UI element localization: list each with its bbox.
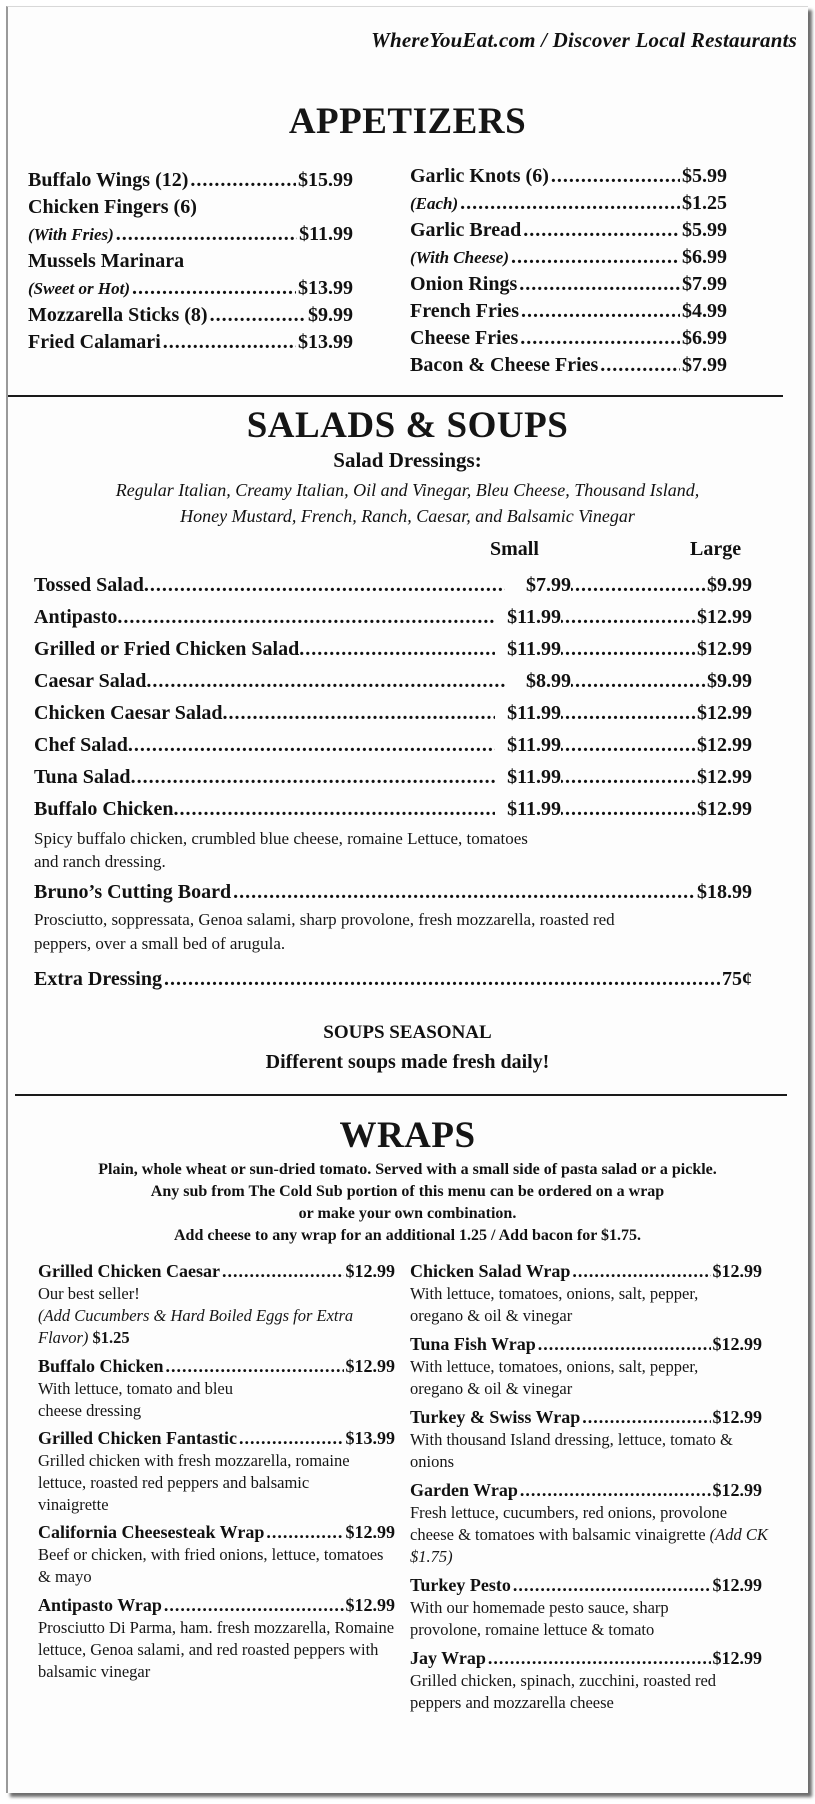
item-name: Tuna Fish Wrap xyxy=(410,1334,536,1354)
wrap-title-row xyxy=(38,1260,395,1283)
menu-item xyxy=(28,303,353,327)
item-name: Garlic Bread xyxy=(410,219,522,241)
buffalo-chicken-description-line2: and ranch dressing. xyxy=(34,852,166,871)
large-price: $12.99 xyxy=(697,702,752,724)
salad-row xyxy=(34,572,752,598)
brunos-description-line2: peppers, over a small bed of arugula. xyxy=(34,934,286,953)
wraps-intro-line4: Add cheese to any wrap for an additional 1.25 / Add bacon for $1.75. xyxy=(173,1227,641,1244)
salad-row xyxy=(34,796,752,822)
leader-dots xyxy=(164,1594,344,1617)
item-name: Chicken Salad Wrap xyxy=(410,1261,571,1281)
description-text: Fresh lettuce, cucumbers, red onions, provolone cheese & tomatoes with balsamic vinaigrette xyxy=(410,1503,728,1544)
section-divider xyxy=(8,395,783,397)
large-price: $9.99 xyxy=(707,670,752,692)
item-name: Buffalo Wings (12) xyxy=(28,169,189,191)
leader-dots xyxy=(561,764,697,790)
item-name: Onion Rings xyxy=(410,273,518,295)
menu-item xyxy=(410,299,727,323)
item-name: Chicken Fingers (6) xyxy=(28,196,197,218)
salad-dressings-title: Salad Dressings: xyxy=(333,448,482,472)
wraps-intro-line3: or make your own combination. xyxy=(298,1205,517,1222)
wrap-item xyxy=(410,1406,762,1473)
item-price: $12.99 xyxy=(345,1261,395,1281)
leader-dots xyxy=(571,668,707,694)
menu-item-extra-dressing xyxy=(34,967,752,991)
wrap-title-row xyxy=(38,1355,395,1378)
small-price: $11.99 xyxy=(507,798,561,820)
salad-row xyxy=(34,764,752,790)
item-price: $13.99 xyxy=(298,331,353,353)
item-name: Garlic Knots (6) xyxy=(410,165,549,187)
menu-item xyxy=(410,353,727,377)
menu-item xyxy=(28,222,353,247)
leader-dots xyxy=(571,572,707,598)
item-description: Grilled chicken, spinach, zucchini, roasted red peppers and mozzarella cheese xyxy=(410,1671,717,1712)
leader-dots xyxy=(460,191,680,215)
item-price: $12.99 xyxy=(345,1595,395,1615)
wrap-item xyxy=(38,1594,395,1683)
item-name: Tuna Salad xyxy=(34,766,131,788)
leader-dots xyxy=(210,303,306,327)
leader-dots xyxy=(222,1260,344,1283)
leader-dots xyxy=(116,222,297,246)
wrap-item xyxy=(410,1647,762,1714)
item-price: $12.99 xyxy=(345,1356,395,1376)
leader-dots xyxy=(164,967,720,991)
soups-seasonal-title: SOUPS SEASONAL xyxy=(323,1022,492,1043)
large-price: $12.99 xyxy=(697,734,752,756)
item-name: Chicken Caesar Salad xyxy=(34,702,223,724)
buffalo-chicken-description-line1: Spicy buffalo chicken, crumbled blue cheese, romaine Lettuce, tomatoes xyxy=(34,829,528,848)
item-description: Beef or chicken, with fried onions, lettuce, tomatoes & mayo xyxy=(38,1545,384,1586)
note-text: (Add CK $1.75) xyxy=(410,1525,768,1566)
salad-row xyxy=(34,732,752,758)
wrap-title-row xyxy=(410,1574,762,1597)
item-price: $5.99 xyxy=(682,219,727,241)
item-price: $12.99 xyxy=(712,1407,762,1427)
wraps-intro-line1: Plain, whole wheat or sun-dried tomato. Served with a small side of pasta salad or a pickle. xyxy=(98,1161,717,1178)
item-name: California Cheesesteak Wrap xyxy=(38,1522,265,1542)
item-name: Mozzarella Sticks (8) xyxy=(28,304,208,326)
leader-dots xyxy=(233,880,695,904)
site-banner: WhereYouEat.com / Discover Local Restaurants xyxy=(371,28,797,52)
item-name: Cheese Fries xyxy=(410,327,519,349)
wrap-item xyxy=(38,1355,395,1422)
wrap-title-row xyxy=(410,1479,762,1502)
wrap-item xyxy=(38,1427,395,1516)
leader-dots xyxy=(117,604,495,630)
brunos-description-line1: Prosciutto, soppressata, Genoa salami, sharp provolone, fresh mozzarella, roasted red xyxy=(34,910,615,929)
item-price: $12.99 xyxy=(712,1575,762,1595)
item-description: Grilled chicken with fresh mozzarella, romaine lettuce, roasted red peppers and balsamic vinaigrette xyxy=(38,1451,350,1514)
soups-note: Different soups made fresh daily! xyxy=(265,1051,550,1073)
item-note xyxy=(38,1305,395,1349)
salad-dressings-list-line1: Regular Italian, Creamy Italian, Oil and Vinegar, Bleu Cheese, Thousand Island, xyxy=(115,480,700,500)
leader-dots xyxy=(239,1427,344,1450)
column-header-small: Small xyxy=(490,538,539,560)
leader-dots xyxy=(132,276,296,300)
item-price: $1.25 xyxy=(682,192,727,214)
item-price: $18.99 xyxy=(697,881,752,903)
item-name: Buffalo Chicken xyxy=(34,798,174,820)
item-description: With lettuce, tomatoes, onions, salt, pepper, oregano & oil & vinegar xyxy=(410,1284,699,1325)
item-name: Mussels Marinara xyxy=(28,250,185,272)
item-name: Caesar Salad xyxy=(34,670,147,692)
large-price: $12.99 xyxy=(697,606,752,628)
menu-item xyxy=(28,330,353,354)
leader-dots xyxy=(223,700,495,726)
menu-item xyxy=(410,191,727,216)
leader-dots xyxy=(561,700,697,726)
item-name: Buffalo Chicken xyxy=(38,1356,164,1376)
item-name: Bruno’s Cutting Board xyxy=(34,881,232,903)
leader-dots xyxy=(572,1260,710,1283)
wrap-item xyxy=(38,1260,395,1349)
item-price: $13.99 xyxy=(298,277,353,299)
menu-item xyxy=(410,164,727,188)
column-header-large: Large xyxy=(690,538,742,560)
leader-dots xyxy=(190,168,296,192)
leader-dots xyxy=(551,164,680,188)
salads-title: SALADS & SOUPS xyxy=(246,405,569,446)
leader-dots xyxy=(561,604,697,630)
item-description xyxy=(410,1502,770,1568)
item-price: $12.99 xyxy=(712,1334,762,1354)
wrap-item xyxy=(410,1574,762,1641)
item-variant: (With Cheese) xyxy=(410,248,510,267)
item-name: Grilled Chicken Caesar xyxy=(38,1261,220,1281)
wrap-title-row xyxy=(38,1427,395,1450)
item-name: Garden Wrap xyxy=(410,1480,518,1500)
wrap-title-row xyxy=(38,1594,395,1617)
leader-dots xyxy=(166,1355,344,1378)
wrap-item xyxy=(410,1260,762,1327)
menu-item xyxy=(28,168,353,192)
wrap-title-row xyxy=(410,1406,762,1429)
salad-row xyxy=(34,700,752,726)
wrap-title-row xyxy=(38,1521,395,1544)
item-price: $5.99 xyxy=(682,165,727,187)
item-description: Our best seller! xyxy=(38,1284,140,1303)
item-price: $9.99 xyxy=(308,304,353,326)
menu-item xyxy=(28,249,353,273)
item-name: Grilled or Fried Chicken Salad xyxy=(34,638,300,660)
leader-dots xyxy=(513,1574,711,1597)
item-name: Tossed Salad xyxy=(34,574,144,596)
leader-dots xyxy=(128,732,495,758)
item-price: $12.99 xyxy=(712,1480,762,1500)
small-price: $7.99 xyxy=(526,574,571,596)
item-description: With our homemade pesto sauce, sharp provolone, romaine lettuce & tomato xyxy=(410,1598,669,1639)
leader-dots xyxy=(561,636,697,662)
item-variant: (Sweet or Hot) xyxy=(28,279,130,298)
leader-dots xyxy=(266,1521,343,1544)
salad-row xyxy=(34,668,752,694)
leader-dots xyxy=(173,796,495,822)
item-price: $13.99 xyxy=(345,1428,395,1448)
item-name: Chef Salad xyxy=(34,734,128,756)
leader-dots xyxy=(511,245,680,269)
leader-dots xyxy=(519,272,680,296)
item-price: $7.99 xyxy=(682,354,727,376)
item-variant: (Each) xyxy=(410,194,459,213)
item-description: With lettuce, tomatoes, onions, salt, pepper, oregano & oil & vinegar xyxy=(410,1357,699,1398)
item-name: Bacon & Cheese Fries xyxy=(410,354,599,376)
menu-item xyxy=(28,276,353,301)
note-price: $1.25 xyxy=(92,1328,130,1347)
item-name: Grilled Chicken Fantastic xyxy=(38,1428,237,1448)
menu-item-brunos-cutting-board xyxy=(34,880,752,904)
item-description: Prosciutto Di Parma, ham. fresh mozzarella, Romaine lettuce, Genoa salami, and red roasted peppers with balsamic vinegar xyxy=(38,1618,395,1681)
leader-dots xyxy=(561,796,697,822)
menu-item xyxy=(410,326,727,350)
item-name: Antipasto Wrap xyxy=(38,1595,162,1615)
menu-item xyxy=(28,195,353,219)
wrap-item xyxy=(38,1521,395,1588)
salad-row xyxy=(34,636,752,662)
item-price: $15.99 xyxy=(298,169,353,191)
salad-row xyxy=(34,604,752,630)
item-price: $11.99 xyxy=(299,223,353,245)
item-variant: (With Fries) xyxy=(28,225,114,244)
item-name: Extra Dressing xyxy=(34,968,162,990)
leader-dots xyxy=(582,1406,710,1429)
leader-dots xyxy=(520,1479,711,1502)
large-price: $12.99 xyxy=(697,638,752,660)
item-name: French Fries xyxy=(410,300,520,322)
salad-dressings-list-line2: Honey Mustard, French, Ranch, Caesar, and Balsamic Vinegar xyxy=(180,506,635,526)
leader-dots xyxy=(146,668,505,694)
small-price: $11.99 xyxy=(507,766,561,788)
item-price: $12.99 xyxy=(712,1648,762,1668)
wrap-title-row xyxy=(410,1333,762,1356)
wrap-item xyxy=(410,1333,762,1400)
large-price: $9.99 xyxy=(707,574,752,596)
leader-dots xyxy=(600,353,680,377)
leader-dots xyxy=(488,1647,711,1670)
small-price: $11.99 xyxy=(507,702,561,724)
menu-item xyxy=(410,272,727,296)
wraps-intro-line2: Any sub from The Cold Sub portion of this menu can be ordered on a wrap xyxy=(150,1183,665,1200)
leader-dots xyxy=(131,764,495,790)
wrap-item xyxy=(410,1479,768,1568)
item-name: Turkey Pesto xyxy=(410,1575,511,1595)
item-name: Turkey & Swiss Wrap xyxy=(410,1407,581,1427)
item-price: $12.99 xyxy=(345,1522,395,1542)
leader-dots xyxy=(523,218,680,242)
wrap-title-row xyxy=(410,1647,762,1670)
item-price: $4.99 xyxy=(682,300,727,322)
item-price: $6.99 xyxy=(682,246,727,268)
menu-item xyxy=(410,218,727,242)
small-price: $8.99 xyxy=(526,670,571,692)
leader-dots xyxy=(521,299,680,323)
leader-dots xyxy=(538,1333,711,1356)
menu-item xyxy=(410,245,727,270)
item-price: $6.99 xyxy=(682,327,727,349)
item-price: $7.99 xyxy=(682,273,727,295)
wraps-title: WRAPS xyxy=(339,1115,476,1156)
small-price: $11.99 xyxy=(507,734,561,756)
leader-dots xyxy=(163,330,296,354)
item-description: With lettuce, tomato and bleu cheese dressing xyxy=(38,1379,233,1420)
wrap-title-row xyxy=(410,1260,762,1283)
leader-dots xyxy=(561,732,697,758)
leader-dots xyxy=(520,326,680,350)
large-price: $12.99 xyxy=(697,766,752,788)
item-description: With thousand Island dressing, lettuce, tomato & onions xyxy=(410,1430,733,1471)
leader-dots xyxy=(299,636,495,662)
small-price: $11.99 xyxy=(507,638,561,660)
large-price: $12.99 xyxy=(697,798,752,820)
item-name: Fried Calamari xyxy=(28,331,161,353)
item-price: $12.99 xyxy=(712,1261,762,1281)
item-price: 75¢ xyxy=(722,968,752,990)
appetizers-title: APPETIZERS xyxy=(288,101,527,142)
item-name: Jay Wrap xyxy=(410,1648,486,1668)
section-divider xyxy=(15,1094,787,1096)
note-text: (Add Cucumbers & Hard Boiled Eggs for Extra Flavor) xyxy=(38,1306,354,1347)
leader-dots xyxy=(144,572,505,598)
item-name: Antipasto xyxy=(34,606,118,628)
small-price: $11.99 xyxy=(507,606,561,628)
